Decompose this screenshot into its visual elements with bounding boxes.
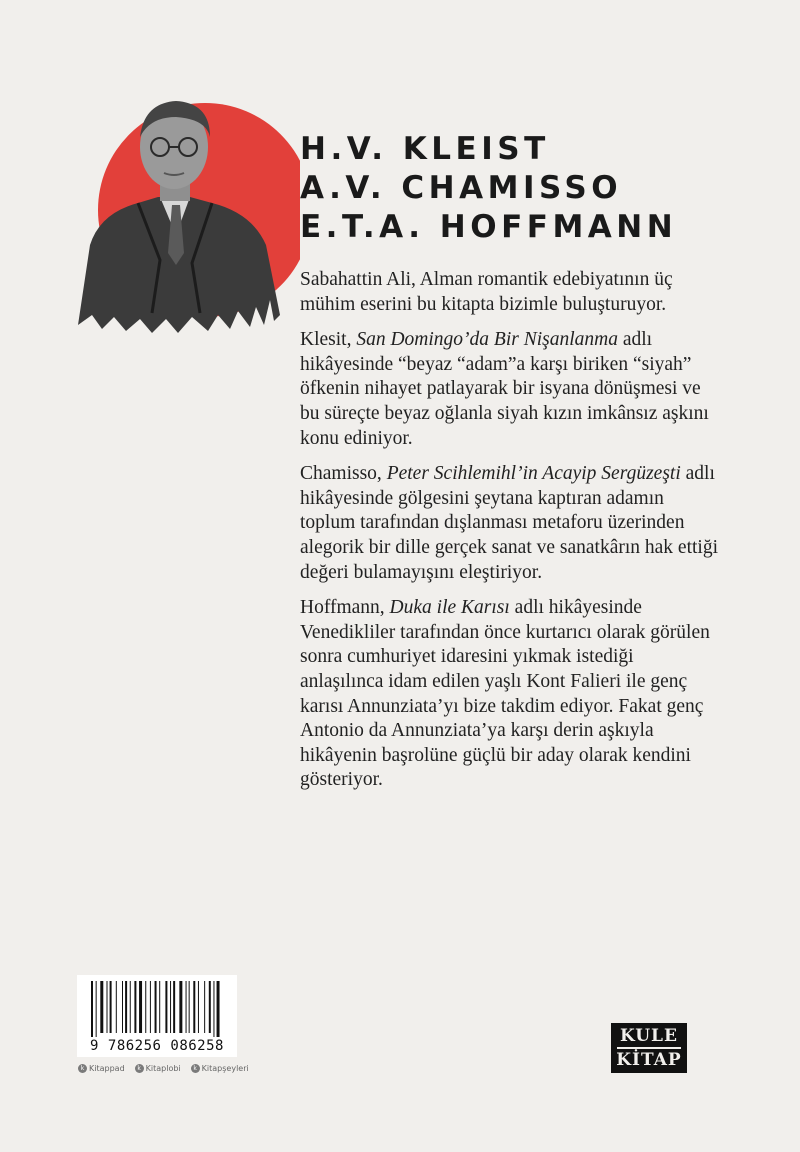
barcode-bar — [193, 981, 195, 1033]
author-kleist: H.V. KLEIST — [300, 131, 550, 167]
barcode-bar — [189, 981, 190, 1033]
barcode-bar — [116, 981, 117, 1033]
barcode-bar — [159, 981, 160, 1033]
publisher-line1: KULE — [620, 1026, 678, 1046]
store-name-kitaplobi: Kitaplobi — [145, 1063, 181, 1073]
barcode-bar — [217, 981, 220, 1037]
barcode-bar — [186, 981, 187, 1033]
barcode-bar — [155, 981, 157, 1033]
barcode-bar — [125, 981, 127, 1033]
paragraph-hoffmann-rest: adlı hikâyesinde Venedikliler tarafından önce kurtarıcı olarak görülen sonra cumhuriyet idaresini yıkmak istediği anlaşılınca idam edilen yaşlı Kont Falieri ile genç karısı Annunziata’yı bize takdim ediyor. Fakat genç Antonio da Annunziata’ya karşı derin aşkıyla hikâyenin başrolüne güçlü bir aday olarak kendini gösteriyor. — [300, 597, 710, 791]
barcode-bar — [198, 981, 199, 1033]
blurb — [300, 268, 720, 804]
barcode-bar — [213, 981, 214, 1037]
kitaplobi-icon: k — [135, 1064, 144, 1073]
barcode-bar — [170, 981, 171, 1033]
barcode-bar — [209, 981, 211, 1033]
store-name-kitappad: Kitappad — [89, 1063, 125, 1073]
barcode-bar — [122, 981, 123, 1033]
barcode-bars — [91, 981, 223, 1037]
store-logo-kitapseyleri — [191, 1064, 249, 1073]
barcode-bar — [145, 981, 146, 1033]
barcode-bar — [150, 981, 151, 1033]
barcode-bar — [91, 981, 93, 1037]
store-logo-kitaplobi — [135, 1064, 181, 1073]
barcode-bar — [130, 981, 131, 1033]
barcode-bar — [110, 981, 112, 1033]
paragraph-chamisso-rest: adlı hikâyesinde gölgesini şeytana kaptıran adamın toplum tarafından dışlanması metaforu üzerinden alegorik bir dille gerçek sanat ve sanatkârın hak ettiği değeri bulamayışını eleştiriyor. — [300, 463, 719, 583]
barcode-bar — [179, 981, 182, 1033]
authors-heading — [300, 130, 677, 247]
barcode-bar — [107, 981, 108, 1033]
paragraph-kleist-rest: adlı hikâyesinde “beyaz “adam”a karşı biriken “siyah” öfkenin nihayet patlayarak bir isyana dönüşmesi ve bu süreçte beyaz oğlanla siyah kızın imkânsız aşkını konu ediniyor. — [300, 329, 709, 449]
barcode-bar — [134, 981, 136, 1033]
paragraph-kleist — [300, 328, 720, 451]
paragraph-intro: Sabahattin Ali, Alman romantik edebiyatının üç mühim eserini bu kitapta bizimle buluşturuyor. — [300, 269, 673, 315]
barcode-bar — [139, 981, 142, 1033]
author-chamisso: A.V. CHAMISSO — [300, 170, 623, 206]
paragraph-hoffmann — [300, 596, 720, 793]
barcode-bar — [204, 981, 205, 1033]
barcode-bar — [96, 981, 97, 1037]
store-name-kitapseyleri: Kitapşeyleri — [201, 1063, 249, 1073]
book-title-kleist: San Domingo’da Bir Nişanlanma — [356, 329, 618, 351]
barcode — [77, 975, 237, 1057]
paragraph-hoffmann-lead: Hoffmann, — [300, 597, 390, 619]
publisher-divider — [617, 1047, 681, 1049]
isbn-number: 9 786256 086258 — [90, 1038, 224, 1054]
paragraph-chamisso — [300, 462, 720, 585]
store-logos — [78, 1061, 248, 1075]
publisher-logo — [611, 1023, 687, 1073]
book-title-hoffmann: Duka ile Karısı — [389, 597, 510, 619]
kitapseyleri-icon: k — [191, 1064, 200, 1073]
paragraph-chamisso-lead: Chamisso, — [300, 463, 387, 485]
barcode-bar — [173, 981, 175, 1033]
store-logo-kitappad — [78, 1064, 125, 1073]
barcode-bar — [100, 981, 103, 1033]
barcode-bar — [165, 981, 167, 1033]
publisher-line2: KİTAP — [616, 1050, 682, 1070]
author-hoffmann: E.T.A. HOFFMANN — [300, 209, 678, 245]
author-portrait — [60, 85, 300, 345]
paragraph-kleist-lead: Klesit, — [300, 329, 357, 351]
book-title-chamisso: Peter Scihlemihl’in Acayip Sergüzeşti — [386, 463, 681, 485]
kitappad-icon: k — [78, 1064, 87, 1073]
